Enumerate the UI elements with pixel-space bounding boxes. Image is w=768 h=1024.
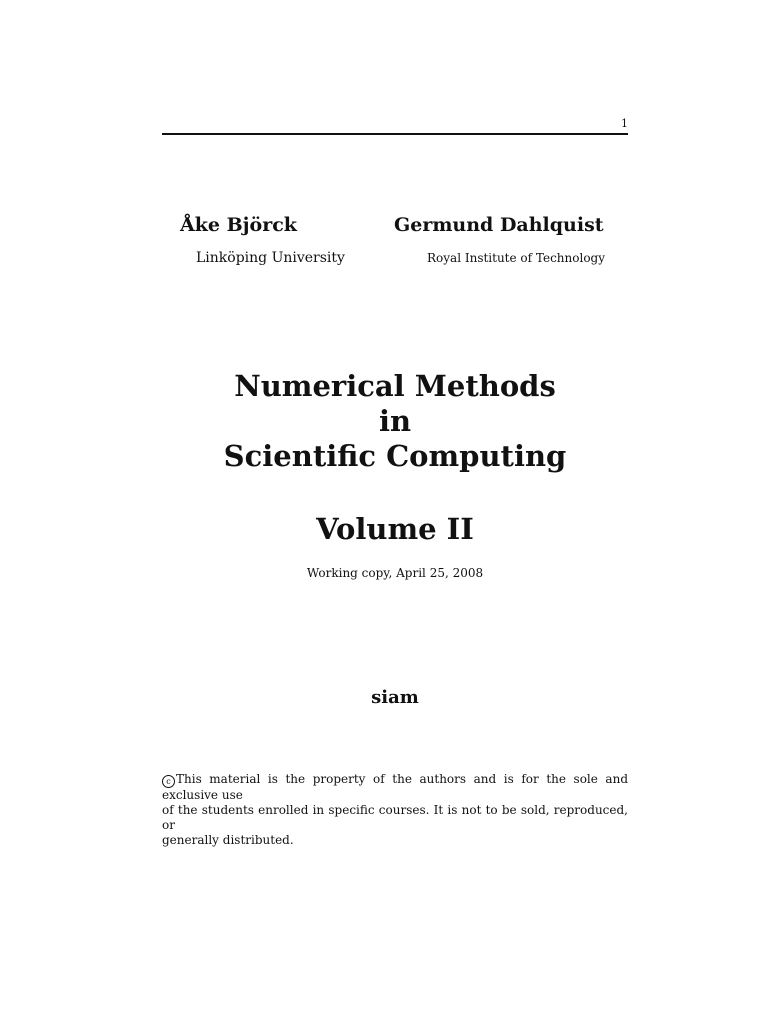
copyright-icon: c — [162, 775, 175, 788]
book-title — [0, 369, 768, 474]
publisher-name: siam — [371, 687, 419, 708]
book-title-line-2: in — [378, 404, 412, 438]
author-name-bjorck: Åke Björck — [180, 214, 297, 236]
copyright-line-2: of the students enrolled in specific courses. It is not to be sold, reproduced, or — [162, 803, 628, 832]
copyright-line-1: c This material is the property of the authors and is for the sole and exclusive use — [162, 772, 628, 802]
copyright-notice — [162, 772, 628, 848]
volume-label: Volume II — [316, 512, 474, 546]
page-number: 1 — [621, 117, 628, 130]
author-name-dahlquist: Germund Dahlquist — [394, 214, 604, 236]
book-title-line-1: Numerical Methods — [234, 369, 556, 403]
author-affiliation-dahlquist: Royal Institute of Technology — [427, 251, 606, 265]
copyright-line-3: generally distributed. — [162, 833, 294, 847]
working-copy-date: Working copy, April 25, 2008 — [306, 566, 484, 580]
header-rule — [162, 133, 628, 135]
author-affiliation-bjorck: Linköping University — [196, 250, 345, 266]
book-title-line-3: Scientific Computing — [223, 439, 567, 473]
